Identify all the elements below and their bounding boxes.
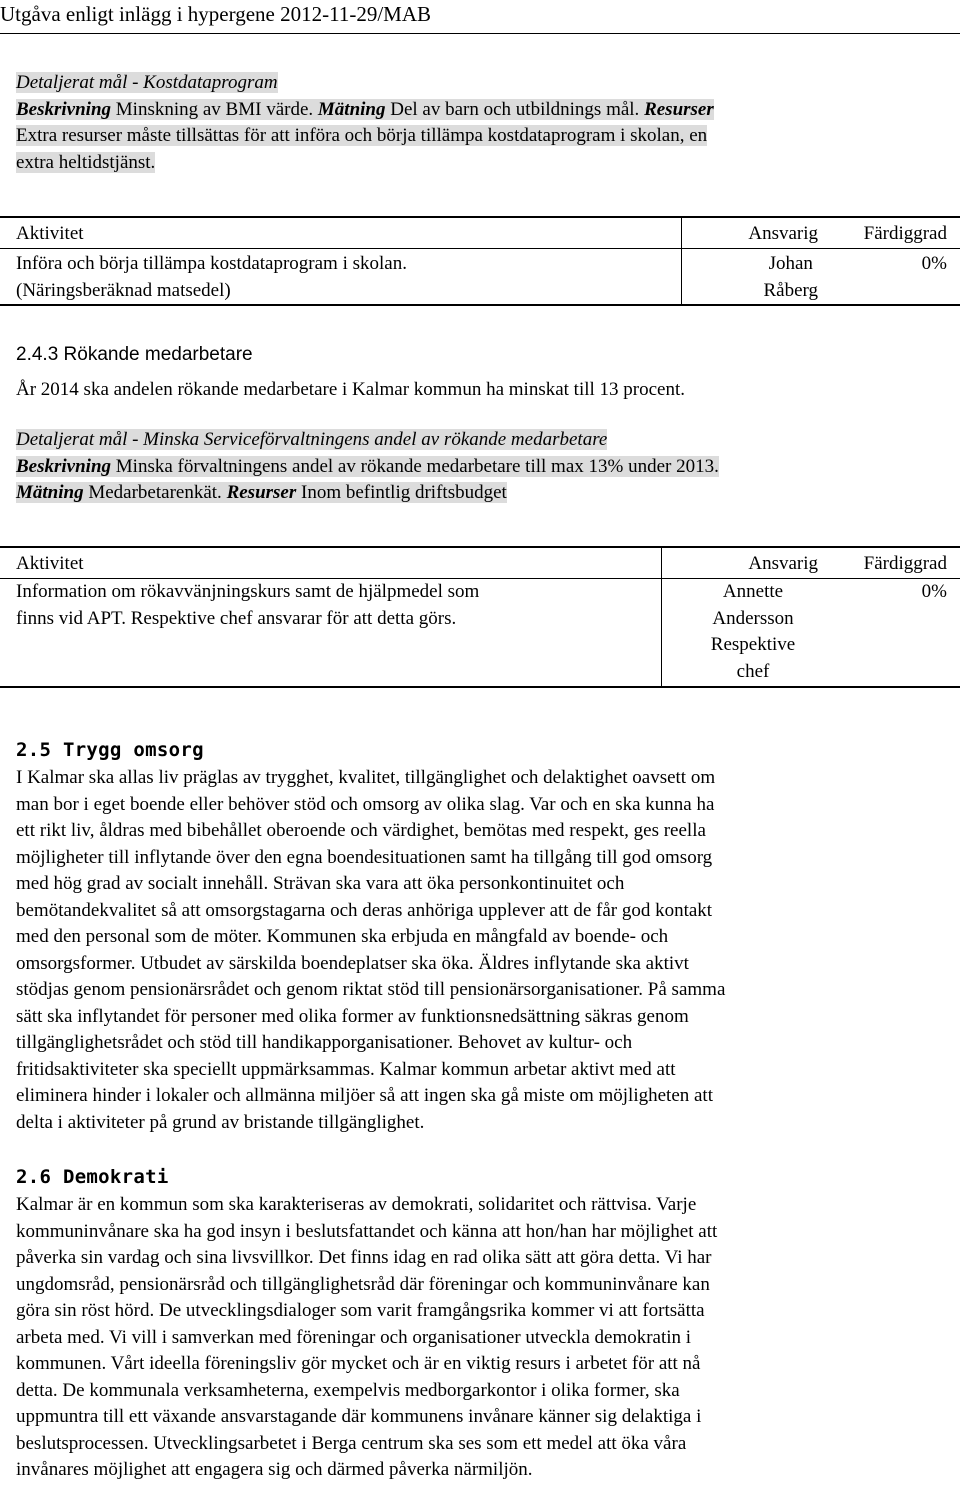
table-divider: [681, 218, 682, 304]
section-25-line: I Kalmar ska allas liv präglas av trygghet, kvalitet, tillgänglighet och delaktighet oavsett om: [16, 767, 716, 788]
section-25-line: man bor i eget boende eller behöver stöd och omsorg av olika slag. Var och en ska kunna ha: [16, 793, 715, 815]
section-26-line: invånares möjlighet att engagera sig och därmed påverka närmiljön.: [16, 1459, 533, 1480]
section-26-line: kommuninvånare ska ha god insyn i beslutsfattandet och känna att hon/han har möjlighet att: [16, 1220, 718, 1242]
table-head-responsible: Ansvarig: [748, 223, 818, 244]
section-25-line: sätt ska inflytandet för personer med olika former av funktionsnedsättning säkras genom: [16, 1005, 689, 1027]
goal-kostdata-desc-label: Beskrivning: [16, 98, 112, 120]
section-heading-25: 2.5 Trygg omsorg: [16, 739, 204, 761]
table-cell-activity-line: (Näringsberäknad matsedel): [16, 279, 231, 301]
table-cell-completion: 0%: [921, 581, 947, 602]
section-25-line: stödjas genom pensionärsrådet och genom riktat stöd till pensionärsorganisationer. På samma: [16, 979, 726, 1000]
goal-kostdata-resource-label: Resurser: [644, 98, 714, 120]
table-cell-responsible-line: chef: [736, 660, 770, 682]
section-heading-26: 2.6 Demokrati: [16, 1166, 169, 1188]
section-26-line: arbeta med. Vi vill i samverkan med föreningar och organisationer utveckla demokratin i: [16, 1326, 692, 1348]
section-26-line: detta. De kommunala verksamheterna, exempelvis medborgarkontor i olika former, ska: [16, 1379, 680, 1401]
section-25-line: med den personal som de möter. Kommunen ska erbjuda en mångfald av boende- och: [16, 926, 669, 947]
section-25-line: tillgänglighetsrådet och stöd till handikapporganisationer. Behovet av kultur- och: [16, 1032, 633, 1053]
table-cell-responsible-line: Råberg: [763, 279, 818, 301]
section-26-text: [16, 1192, 946, 1484]
table-cell-activity-line: Införa och börja tillämpa kostdataprogram i skolan.: [16, 253, 407, 274]
goal-rokande-title: Detaljerat mål - Minska Serviceförvaltningens andel av rökande medarbetare: [16, 429, 608, 450]
table-cell-responsible-line: Respektive: [710, 634, 796, 655]
table-divider: [661, 548, 662, 686]
goal-rokande-resource-label: Resurser: [226, 482, 297, 503]
section-26-line: påverka sin vardag och sina livsvillkor. Det finns idag en rad olika sätt att göra detta. Vi har: [16, 1247, 712, 1268]
goal-rokande-measure-text: Medarbetarenkät.: [83, 482, 227, 503]
section-25-line: med hög grad av socialt innehåll. Strävan ska vara att öka personkontinuitet och: [16, 873, 625, 894]
section-26-line: beslutsprocessen. Utvecklingsarbetet i Berga centrum ska ses som ett medel att öka våra: [16, 1432, 687, 1454]
table-cell-activity-line: Information om rökavvänjningskurs samt de hjälpmedel som: [16, 581, 480, 602]
table-cell-responsible-line: Andersson: [712, 607, 794, 629]
section-25-line: bemötandekvalitet så att omsorgstagarna och deras anhöriga upplever att de får god kontakt: [16, 899, 713, 921]
goal-rokande: [16, 427, 946, 507]
table-head-rule-right: [681, 248, 960, 249]
header-rule: [0, 33, 960, 34]
activity-table-kostdata: [0, 216, 960, 306]
activity-table-rokande: [0, 546, 960, 688]
goal-kostdata-resource-text-cont: extra heltidstjänst.: [16, 151, 156, 173]
section-25-line: ett rikt liv, åldras med bibehållet oberoende och värdighet, bemötas med respekt, ges reella: [16, 820, 706, 841]
section-26-line: Kalmar är en kommun som ska karakteriseras av demokrati, solidaritet och rättvisa. Varje: [16, 1194, 697, 1215]
goal-kostdata-measure-text: Del av barn och utbildnings mål.: [385, 98, 645, 120]
goal-kostdata-desc-text: Minskning av BMI värde.: [111, 98, 318, 120]
section-25-text: [16, 765, 946, 1136]
table-cell-completion: 0%: [921, 253, 947, 274]
page-header: Utgåva enligt inlägg i hypergene 2012-11-29/MAB: [0, 2, 432, 26]
goal-kostdata-resource-text: Extra resurser måste tillsättas för att införa och börja tillämpa kostdataprogram i skolan, en: [16, 125, 708, 146]
goal-rokande-desc-label: Beskrivning: [16, 455, 112, 477]
section-heading-243: 2.4.3 Rökande medarbetare: [16, 344, 253, 365]
table-cell-responsible: [688, 579, 818, 685]
table-cell-responsible-line: Johan: [768, 253, 813, 274]
goal-rokande-measure-label: Mätning: [16, 482, 84, 503]
table-cell-activity-line: finns vid APT. Respektive chef ansvarar för att detta görs.: [16, 607, 457, 629]
table-head-responsible: Ansvarig: [748, 553, 818, 574]
goal-rokande-resource-text: Inom befintlig driftsbudget: [296, 482, 507, 503]
section-25-line: delta i aktiviteter på grund av bristande tillgänglighet.: [16, 1111, 425, 1133]
goal-rokande-desc-text: Minska förvaltningens andel av rökande medarbetare till max 13% under 2013.: [111, 455, 719, 477]
section-25-line: eliminera hinder i lokaler och allmänna miljöer så att ingen ska gå miste om möjligheten att: [16, 1085, 713, 1106]
section-243-text: [16, 377, 946, 404]
section-25-line: möjligheter till inflytande över den egna boendesituationen samt ha tillgång till god omsorg: [16, 846, 713, 868]
table-head-activity: Aktivitet: [16, 553, 84, 574]
section-26-line: kommunen. Vårt ideella föreningsliv gör mycket och är en viktig resurs i arbetet för att nå: [16, 1353, 701, 1374]
section-26-line: ungdomsråd, pensionärsråd och tillgänglighetsråd där föreningar och kommuninvånare kan: [16, 1273, 710, 1295]
table-head-completion: Färdiggrad: [863, 553, 947, 574]
section-26-line: göra sin röst hörd. De utvecklingsdialoger som varit framgångsrika kommer vi att fortsätta: [16, 1300, 705, 1321]
section-26-line: uppmuntra till ett växande ansvarstagande där kommunens invånare känner sig delaktiga i: [16, 1406, 702, 1427]
table-head-rule: [0, 248, 681, 249]
section-25-line: fritidsaktiviteter ska speciellt uppmärksammas. Kalmar kommun arbetar aktivt med att: [16, 1058, 676, 1080]
table-cell-activity: [16, 579, 479, 632]
table-cell-responsible-line: Annette: [722, 581, 784, 602]
goal-kostdata-title: Detaljerat mål - Kostdataprogram: [16, 72, 278, 93]
table-head-activity: Aktivitet: [16, 223, 84, 244]
goal-kostdata-measure-label: Mätning: [317, 98, 386, 120]
section-25-line: omsorgsformer. Utbudet av särskilda boendeplatser ska öka. Äldres inflytande ska aktivt: [16, 952, 689, 974]
section-243-line: År 2014 ska andelen rökande medarbetare i Kalmar kommun ha minskat till 13 procent.: [16, 379, 686, 400]
table-head-completion: Färdiggrad: [863, 223, 947, 244]
goal-kostdata: [16, 70, 946, 176]
table-cell-responsible: [763, 251, 818, 304]
table-cell-activity: [16, 251, 407, 304]
